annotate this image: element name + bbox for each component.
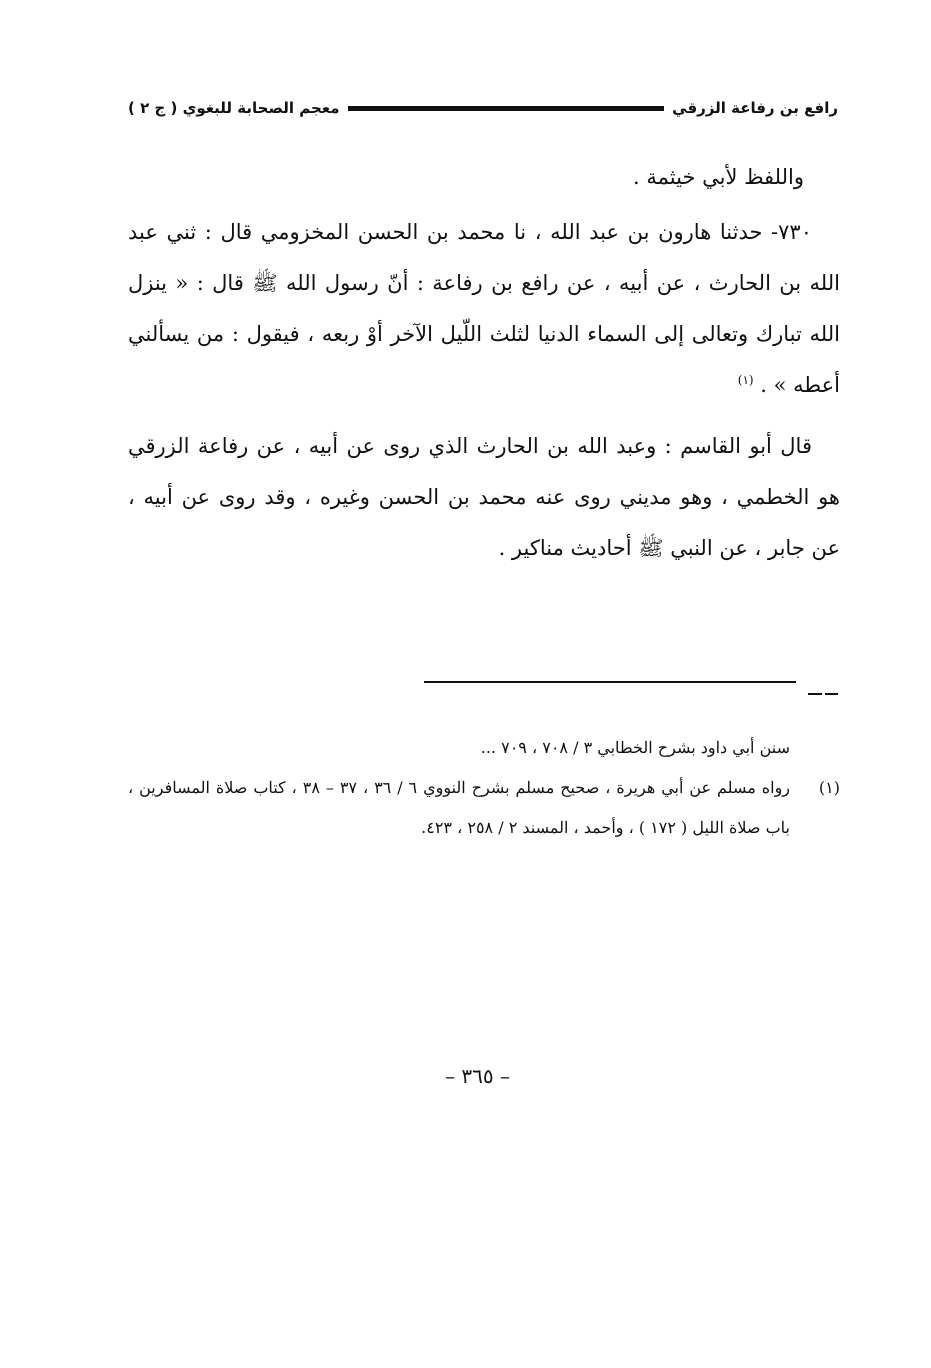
footnote-separator-marker	[808, 693, 838, 695]
page-number-container	[0, 1064, 931, 1088]
footnote-1-number: (١)	[818, 778, 840, 797]
header-entry-title: رافع بن رفاعة الزرقي	[672, 99, 838, 117]
footnote-separator	[424, 681, 796, 683]
running-header	[128, 92, 838, 124]
page-number: – ٣٦٥ –	[445, 1064, 510, 1088]
main-text	[128, 152, 840, 584]
footnote-mark: (١)	[737, 373, 754, 387]
footnotes	[128, 728, 840, 848]
footnote-1	[128, 768, 840, 848]
footnote-1-text: رواه مسلم عن أبي هريرة ، صحيح مسلم بشرح النووي ٦ / ٣٦ ، ٣٧ – ٣٨ ، كتاب صلاة المسافرين ، باب صلاة الليل ( ١٧٢ ) ، وأحمد ، المسند ٢ / ٢٥٨ ، ٤٢٣.	[128, 778, 791, 837]
paragraph-hadith-730	[128, 207, 840, 411]
header-rule	[348, 106, 665, 111]
footnote-continuation: سنن أبي داود بشرح الخطابي ٣ / ٧٠٨ ، ٧٠٩ ...	[480, 738, 790, 757]
header-book-title: معجم الصحابة للبغوي ( ج ٢ )	[128, 99, 340, 117]
paragraph-1: واللفظ لأبي خيثمة .	[633, 165, 804, 189]
paragraph-commentary: قال أبو القاسم : وعبد الله بن الحارث الذي روى عن أبيه ، عن رفاعة الزرقي هو الخطمي ، وهو مديني روى عنه محمد بن الحسن وغيره ، وقد روى عن أبيه ، عن جابر ، عن النبي ﷺ أحاديث مناكير .	[128, 434, 840, 560]
hadith-text: ٧٣٠- حدثنا هارون بن عبد الله ، نا محمد بن الحسن المخزومي قال : ثني عبد الله بن الحارث ، عن أبيه ، عن رافع بن رفاعة : أنّ رسول الله ﷺ قال : « ينزل الله تبارك وتعالى إلى السماء الدنيا لثلث اللّيل الآخر أوْ ربعه ، فيقول : من يسألني أعطه » .	[128, 220, 840, 397]
